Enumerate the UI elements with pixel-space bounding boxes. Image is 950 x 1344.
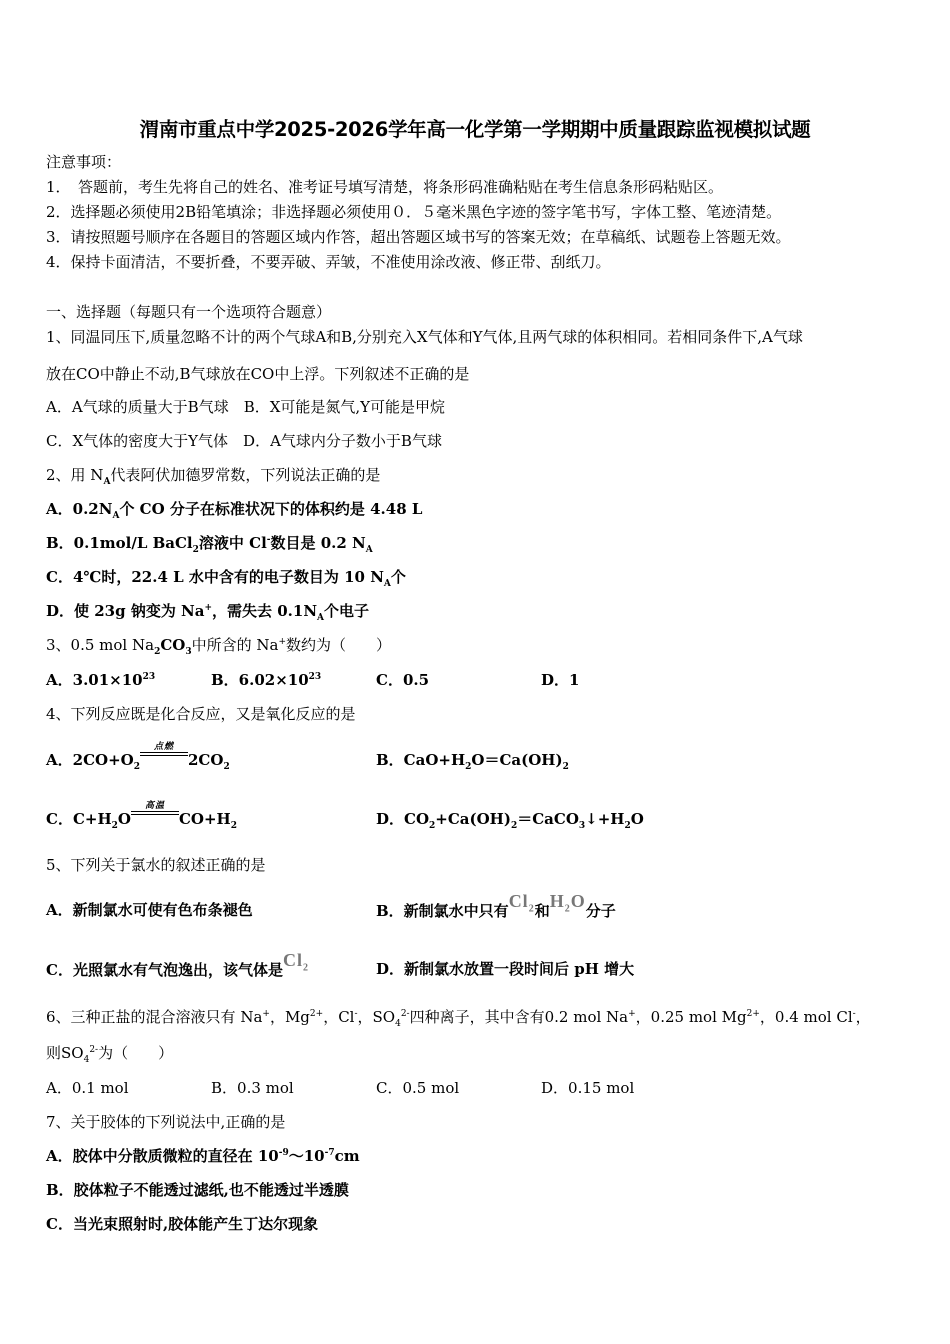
q7-option-b: B．胶体粒子不能透过滤纸,也不能透过半透膜 [46, 1181, 349, 1199]
q4-option-a: A．$2CO+O_2$ 点燃 $2CO_2$ [46, 742, 230, 772]
q5-option-a: A．新制氯水可使有色布条褪色 [46, 901, 253, 919]
notice-heading: 注意事项： [46, 153, 122, 171]
q6-stem-line1: 6、三种正盐的混合溶液只有 Na+，$Mg^{2+}$，Cl-，$SO_4^{2-}$四种离子，其中含有0.2 mol Na+，0.25 mol $Mg^{2+}$，0.4 mol Cl-， [46, 1008, 871, 1029]
q6-option-c: C．0.5 mol [376, 1079, 460, 1097]
q4-stem: 4、下列反应既是化合反应，又是氧化反应的是 [46, 705, 356, 723]
formula-h2o: $H_2O$ [549, 891, 586, 915]
q3-option-b: B．$6.02\times 10^{23}$ [211, 671, 322, 689]
q6-option-a: A．0.1 mol [46, 1079, 129, 1097]
q3-option-c: C．0.5 [376, 671, 430, 689]
q4-option-b: B．$CaO+H_2O=Ca(OH)_2$ [376, 751, 569, 772]
q2-option-c: C．4℃时，22.4 L 水中含有的电子数目为 10 $N_A$个 [46, 568, 406, 589]
q7-option-c: C．当光束照射时,胶体能产生丁达尔现象 [46, 1215, 319, 1233]
notice-item-3: 3．请按照题号顺序在各题目的答题区域内作答，超出答题区域书写的答案无效；在草稿纸、试题卷上答题无效。 [46, 228, 791, 246]
q7-option-a: A．胶体中分散质微粒的直径在 $10^{-9}\sim 10^{-7}cm$ [46, 1147, 360, 1165]
q3-stem: 3、0.5 mol $Na_2CO_3$中所含的 Na+数约为（ ） [46, 636, 392, 657]
q2-option-d: D．使 23g 钠变为 Na+，需失去 $0.1N_A$个电子 [46, 602, 370, 623]
q5-option-c: C．光照氯水有气泡逸出，该气体是$Cl_2$ [46, 950, 309, 979]
q7-stem: 7、关于胶体的下列说法中,正确的是 [46, 1113, 286, 1131]
q6-stem-line2: 则$SO_4^{2-}$为（ ） [46, 1044, 174, 1065]
q6-option-d: D．0.15 mol [541, 1079, 635, 1097]
reaction-condition-high-temp: 高温 [131, 809, 179, 829]
q5-stem: 5、下列关于氯水的叙述正确的是 [46, 856, 266, 874]
q2-stem: 2、用 $N_A$代表阿伏加德罗常数，下列说法正确的是 [46, 466, 381, 487]
q2-option-b: B．0.1mol/L BaCl$_2$溶液中 Cl-数目是 0.2 $N_A$ [46, 534, 373, 555]
formula-cl2: $Cl_2$ [508, 891, 535, 915]
notice-item-1: 1． 答题前，考生先将自己的姓名、准考证号填写清楚，将条形码准确粘贴在考生信息条形码粘贴区。 [46, 178, 724, 196]
reaction-condition-ignite: 点燃 [140, 750, 188, 770]
formula-cl2: $Cl_2$ [282, 950, 309, 974]
q3-option-a: A．$3.01\times 10^{23}$ [46, 671, 156, 689]
q5-option-b: B．新制氯水中只有$Cl_2$和$H_2O$分子 [376, 891, 616, 920]
q3-option-d: D．1 [541, 671, 580, 689]
exam-title: 渭南市重点中学2025-2026学年高一化学第一学期期中质量跟踪监视模拟试题 [139, 118, 811, 141]
q1-stem-line2: 放在CO中静止不动,B气球放在CO中上浮。下列叙述不正确的是 [46, 365, 470, 383]
q5-option-d: D．新制氯水放置一段时间后 pH 增大 [376, 960, 635, 978]
notice-item-2: 2．选择题必须使用2B铅笔填涂；非选择题必须使用０．５毫米黑色字迹的签字笔书写，字体工整、笔迹清楚。 [46, 203, 782, 221]
q1-options-cd: C．X气体的密度大于Y气体 D．A气球内分子数小于B气球 [46, 432, 442, 450]
q2-option-a: A．$0.2N_A$个 CO 分子在标准状况下的体积约是 4.48 L [46, 500, 423, 521]
q4-option-d: D．$CO_2+Ca(OH)_2=CaCO_3↓+H_2O$ [376, 810, 644, 831]
notice-item-4: 4．保持卡面清洁，不要折叠，不要弄破、弄皱，不准使用涂改液、修正带、刮纸刀。 [46, 253, 611, 271]
q6-option-b: B．0.3 mol [211, 1079, 294, 1097]
q1-options-ab: A．A气球的质量大于B气球 B．X可能是氮气,Y可能是甲烷 [46, 398, 446, 416]
q1-stem-line1: 1、同温同压下,质量忽略不计的两个气球A和B,分别充入X气体和Y气体,且两气球的体积相同。若相同条件下,A气球 [46, 328, 803, 346]
q4-option-c: C．$C+H_2O$ 高温 $CO+H_2$ [46, 801, 237, 831]
section-heading: 一、选择题（每题只有一个选项符合题意） [46, 303, 332, 321]
